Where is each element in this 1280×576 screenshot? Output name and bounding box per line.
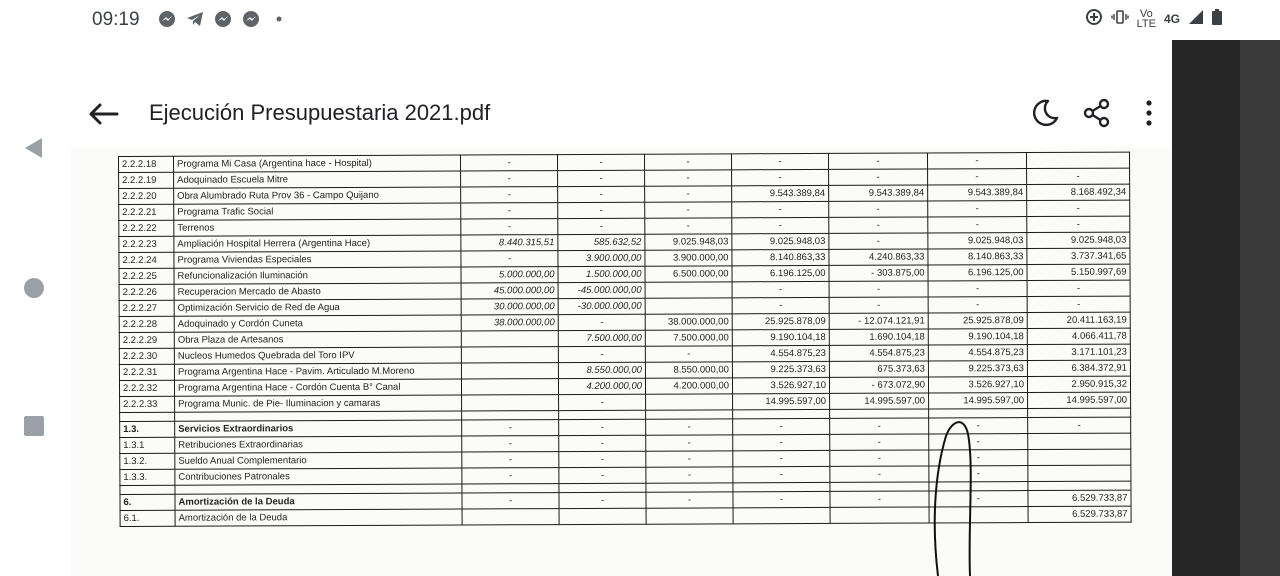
row-description: Adoquinado Escuela Mitre — [174, 171, 461, 188]
row-code: 2.2.2.33 — [120, 396, 175, 412]
messenger-icon — [214, 10, 232, 28]
system-navigation — [0, 40, 70, 576]
row-value-col-4: 3.526.927,10 — [732, 377, 829, 393]
row-value-col-7: 6.529.733,87 — [1028, 490, 1131, 506]
row-value-col-3: - — [646, 435, 733, 451]
row-value-col-2: - — [559, 451, 646, 467]
row-value-col-4: 6.196.125,00 — [732, 265, 829, 281]
row-description: Amortización de la Deuda — [175, 493, 462, 510]
row-value-col-5: 675.373,63 — [829, 361, 928, 377]
row-value-col-4: 9.190.104,18 — [732, 329, 829, 345]
row-value-col-7: - — [1027, 296, 1130, 312]
row-code: 6.1. — [120, 510, 175, 526]
row-value-col-2: - — [559, 492, 646, 508]
row-value-col-4: - — [732, 217, 829, 233]
row-value-col-6: 9.190.104,18 — [928, 329, 1027, 345]
row-value-col-3: 8.550.000,00 — [645, 362, 732, 378]
row-value-col-3 — [645, 298, 732, 314]
row-value-col-5: - — [829, 281, 928, 297]
row-value-col-4: - — [733, 450, 830, 466]
row-value-col-6: 25.925.878,09 — [928, 313, 1027, 329]
row-value-col-5: 14.995.597,00 — [830, 393, 929, 409]
row-value-col-4: 9.225.373,63 — [732, 361, 829, 377]
row-code: 2.2.2.32 — [119, 380, 174, 396]
row-value-col-7: - — [1028, 417, 1131, 433]
row-value-col-6: - — [929, 450, 1028, 466]
row-value-col-5: 1.690.104,18 — [829, 329, 928, 345]
row-value-col-7: 6.384.372,91 — [1027, 360, 1130, 376]
row-value-col-6: - — [928, 281, 1027, 297]
row-value-col-4: - — [732, 169, 829, 185]
row-value-col-5: - 303.875,00 — [829, 265, 928, 281]
row-code: 2.2.2.29 — [119, 332, 174, 348]
row-value-col-7: 5.150.997,69 — [1027, 264, 1130, 280]
row-description: Programa Argentina Hace - Cordón Cuenta B° Canal — [174, 379, 461, 396]
row-value-col-6: 14.995.597,00 — [929, 393, 1028, 409]
row-value-col-5: - — [829, 297, 928, 313]
row-value-col-5: - — [830, 450, 929, 466]
row-value-col-7: - — [1027, 216, 1130, 232]
row-value-col-3: 38.000.000,00 — [645, 314, 732, 330]
row-description: Retribuciones Extraordinarias — [175, 436, 462, 453]
row-code: 2.2.2.19 — [119, 172, 174, 188]
row-value-col-6: - — [929, 418, 1028, 434]
row-value-col-1: - — [461, 219, 558, 235]
spacer-cell — [120, 485, 175, 494]
row-value-col-5: - — [829, 201, 928, 217]
row-value-col-7: 9.025.948,03 — [1027, 232, 1130, 248]
row-code: 6. — [120, 494, 175, 510]
row-description: Recuperacion Mercado de Abasto — [174, 283, 461, 300]
row-value-col-6: 4.554.875,23 — [928, 345, 1027, 361]
row-code: 1.3.3. — [120, 469, 175, 485]
telegram-icon — [186, 10, 204, 28]
row-value-col-5: - — [829, 233, 928, 249]
row-value-col-4: - — [732, 201, 829, 217]
share-icon[interactable] — [1082, 98, 1112, 128]
row-value-col-7: - — [1027, 200, 1130, 216]
row-value-col-1 — [461, 363, 558, 379]
spacer-cell — [462, 411, 559, 420]
row-description: Programa Argentina Hace - Pavim. Articulado M.Moreno — [174, 363, 461, 380]
row-value-col-7 — [1026, 152, 1129, 168]
spacer-cell — [830, 482, 929, 491]
row-value-col-1: 30.000.000,00 — [461, 299, 558, 315]
row-value-col-2: - — [559, 419, 646, 435]
row-description: Obra Plaza de Artesanos — [174, 331, 461, 348]
row-value-col-4: 8.140.863,33 — [732, 249, 829, 265]
row-value-col-7: 6.529.733,87 — [1028, 506, 1131, 522]
row-value-col-5: - — [830, 466, 929, 482]
status-right — [1085, 8, 1222, 29]
row-value-col-2: 585.632,52 — [558, 234, 645, 250]
row-description: Programa Munic. de Pie- Iluminacion y camaras — [175, 395, 462, 412]
row-value-col-3 — [645, 282, 732, 298]
row-value-col-2: - — [558, 186, 645, 202]
row-value-col-1: - — [462, 436, 559, 452]
row-code: 2.2.2.22 — [119, 220, 174, 236]
row-description: Contribuciones Patronales — [175, 468, 462, 485]
spacer-cell — [120, 412, 175, 421]
row-value-col-1: - — [460, 155, 557, 171]
row-code: 2.2.2.21 — [119, 204, 174, 220]
row-value-col-1 — [461, 331, 558, 347]
row-value-col-1: - — [461, 187, 558, 203]
row-description: Refuncionalización Iluminación — [174, 267, 461, 284]
spacer-cell — [646, 483, 733, 492]
row-value-col-6: - — [929, 491, 1028, 507]
row-code: 2.2.2.31 — [119, 364, 174, 380]
row-code: 2.2.2.26 — [119, 284, 174, 300]
right-edge-panel — [1172, 40, 1280, 576]
row-value-col-7: - — [1027, 280, 1130, 296]
row-value-col-3: 6.500.000,00 — [645, 266, 732, 282]
row-description: Ampliación Hospital Herrera (Argentina Hace) — [174, 235, 461, 252]
row-value-col-3: - — [645, 346, 732, 362]
row-value-col-6: - — [928, 297, 1027, 313]
row-value-col-5: - — [829, 169, 928, 185]
row-value-col-7: 20.411.163,19 — [1027, 312, 1130, 328]
pdf-page[interactable] — [70, 148, 1172, 576]
status-time: 09:19 — [92, 9, 140, 30]
row-value-col-4: - — [733, 418, 830, 434]
row-value-col-4: - — [733, 491, 830, 507]
row-value-col-7: 2.950.915,32 — [1027, 376, 1130, 392]
vibrate-icon — [1111, 8, 1129, 29]
row-value-col-5: - — [828, 153, 927, 169]
row-value-col-1 — [462, 509, 559, 525]
row-value-col-6: 9.543.389,84 — [928, 185, 1027, 201]
row-value-col-1: - — [462, 493, 559, 509]
row-value-col-2: - — [557, 154, 644, 170]
row-value-col-6: 3.526.927,10 — [928, 377, 1027, 393]
row-value-col-1: - — [461, 171, 558, 187]
row-value-col-1: - — [461, 251, 558, 267]
row-description: Adoquinado y Cordón Cuneta — [174, 315, 461, 332]
toolbar-actions — [1030, 98, 1164, 128]
row-value-col-2: - — [558, 218, 645, 234]
row-value-col-3: - — [646, 492, 733, 508]
spacer-cell — [462, 484, 559, 493]
row-value-col-4: 9.025.948,03 — [732, 233, 829, 249]
row-value-col-6: 9.225.373,63 — [928, 361, 1027, 377]
row-value-col-2: 3.900.000,00 — [558, 250, 645, 266]
row-value-col-1 — [462, 395, 559, 411]
row-value-col-5: 9.543.389,84 — [829, 185, 928, 201]
row-value-col-3: - — [645, 218, 732, 234]
row-value-col-3 — [646, 394, 733, 410]
row-value-col-6: 9.025.948,03 — [928, 233, 1027, 249]
spacer-cell — [733, 482, 830, 491]
nav-back-triangle-icon[interactable] — [22, 136, 46, 160]
document-title: Ejecución Presupuestaria 2021.pdf — [149, 100, 491, 125]
row-value-col-2: - — [559, 394, 646, 410]
row-value-col-1: 38.000.000,00 — [461, 315, 558, 331]
row-value-col-5: - 673.072,90 — [829, 377, 928, 393]
row-value-col-3: - — [645, 202, 732, 218]
row-value-col-1: 5.000.000,00 — [461, 267, 558, 283]
row-code: 2.2.2.30 — [119, 348, 174, 364]
arrow-left-icon[interactable] — [86, 100, 120, 128]
row-value-col-4: - — [731, 153, 828, 169]
row-code: 2.2.2.23 — [119, 236, 174, 252]
row-value-col-5: 4.240.863,33 — [829, 249, 928, 265]
row-code: 2.2.2.24 — [119, 252, 174, 268]
row-value-col-5: - — [830, 434, 929, 450]
row-value-col-6: 8.140.863,33 — [928, 249, 1027, 265]
row-value-col-1: - — [462, 452, 559, 468]
row-value-col-2: - — [559, 467, 646, 483]
row-value-col-4: 4.554.875,23 — [732, 345, 829, 361]
row-value-col-1 — [461, 347, 558, 363]
more-notifications-dot-icon — [270, 10, 288, 28]
row-value-col-2: - — [558, 346, 645, 362]
row-code: 2.2.2.18 — [119, 156, 174, 172]
spacer-cell — [1028, 408, 1131, 417]
row-value-col-2: 8.550.000,00 — [558, 362, 645, 378]
row-value-col-4: - — [732, 281, 829, 297]
row-value-col-1: - — [461, 203, 558, 219]
data-saver-icon — [1085, 8, 1103, 29]
row-value-col-3: - — [646, 467, 733, 483]
row-value-col-6: - — [928, 169, 1027, 185]
row-value-col-7 — [1028, 449, 1131, 465]
row-value-col-4: - — [732, 297, 829, 313]
row-value-col-5: - — [829, 217, 928, 233]
row-description: Sueldo Anual Complementario — [175, 452, 462, 469]
row-value-col-4 — [733, 507, 830, 523]
row-value-col-5: - — [830, 418, 929, 434]
row-value-col-4: - — [733, 466, 830, 482]
row-value-col-5: - — [830, 491, 929, 507]
row-value-col-6: - — [928, 217, 1027, 233]
signal-icon — [1188, 9, 1204, 28]
status-bar — [0, 0, 1280, 40]
row-value-col-7 — [1028, 433, 1131, 449]
nav-recents-square-icon[interactable] — [22, 414, 46, 438]
row-description: Programa Viviendas Especiales — [174, 251, 461, 268]
row-value-col-7: 3.737.341,65 — [1027, 248, 1130, 264]
row-value-col-2 — [559, 508, 646, 524]
row-code: 2.2.2.27 — [119, 300, 174, 316]
row-value-col-2: 4.200.000,00 — [558, 378, 645, 394]
row-value-col-2: - — [558, 202, 645, 218]
row-value-col-5 — [830, 507, 929, 523]
row-value-col-2: 7.500.000,00 — [558, 330, 645, 346]
handwritten-pen-mark — [924, 416, 984, 576]
spacer-cell — [559, 410, 646, 419]
row-description: Nucleos Humedos Quebrada del Toro IPV — [174, 347, 461, 364]
row-value-col-3: - — [646, 419, 733, 435]
row-value-col-2: - — [559, 435, 646, 451]
messenger-icon — [158, 10, 176, 28]
row-value-col-6: - — [928, 201, 1027, 217]
row-value-col-3: - — [645, 170, 732, 186]
row-value-col-5: - 12.074.121,91 — [829, 313, 928, 329]
row-description: Terrenos — [174, 219, 461, 236]
row-value-col-1 — [461, 379, 558, 395]
row-value-col-6: 6.196.125,00 — [928, 265, 1027, 281]
row-value-col-3: 7.500.000,00 — [645, 330, 732, 346]
row-description: Servicios Extraordinarios — [175, 420, 462, 437]
row-description: Amortización de la Deuda — [175, 509, 462, 526]
row-value-col-7 — [1028, 465, 1131, 481]
more-vert-icon[interactable] — [1134, 98, 1164, 128]
row-value-col-3: 3.900.000,00 — [645, 250, 732, 266]
row-description: Optimización Servicio de Red de Agua — [174, 299, 461, 316]
pdf-toolbar — [70, 88, 1172, 140]
row-value-col-1: - — [462, 468, 559, 484]
row-code: 1.3. — [120, 421, 175, 437]
row-code: 2.2.2.20 — [119, 188, 174, 204]
row-value-col-7: 4.066.411,78 — [1027, 328, 1130, 344]
notification-icons — [158, 10, 288, 28]
row-value-col-6: - — [927, 153, 1026, 169]
spacer-cell — [559, 483, 646, 492]
row-value-col-7: 14.995.597,00 — [1028, 392, 1131, 408]
row-description: Programa Mi Casa (Argentina hace - Hospital) — [174, 155, 461, 172]
row-code: 1.3.2. — [120, 453, 175, 469]
row-value-col-3: 4.200.000,00 — [645, 378, 732, 394]
right-edge-panel-inner — [1240, 40, 1280, 576]
network-top-label: Vo — [1139, 7, 1153, 20]
spacer-cell — [830, 409, 929, 418]
row-value-col-2: - — [558, 314, 645, 330]
battery-icon — [1212, 9, 1222, 28]
row-value-col-3: 9.025.948,03 — [645, 234, 732, 250]
row-value-col-5: 4.554.875,23 — [829, 345, 928, 361]
row-value-col-3 — [646, 508, 733, 524]
row-value-col-3: - — [646, 451, 733, 467]
row-value-col-4: - — [733, 434, 830, 450]
moon-icon[interactable] — [1030, 98, 1060, 128]
row-value-col-2: -45.000.000,00 — [558, 282, 645, 298]
row-description: Programa Trafic Social — [174, 203, 461, 220]
network-type — [1137, 9, 1156, 29]
nav-home-circle-icon[interactable] — [22, 276, 46, 300]
row-code: 1.3.1 — [120, 437, 175, 453]
spacer-cell — [646, 410, 733, 419]
spacer-cell — [1028, 481, 1131, 490]
row-value-col-1: - — [462, 420, 559, 436]
network-bottom-label: LTE — [1136, 17, 1156, 30]
row-value-col-4: 9.543.389,84 — [732, 185, 829, 201]
row-value-col-7: 8.168.492,34 — [1027, 184, 1130, 200]
messenger-icon — [242, 10, 260, 28]
row-value-col-4: 14.995.597,00 — [733, 393, 830, 409]
signal-label: 4G — [1163, 11, 1180, 26]
spacer-cell — [733, 409, 830, 418]
row-value-col-2: - — [558, 170, 645, 186]
row-code: 2.2.2.28 — [119, 316, 174, 332]
row-value-col-2: -30.000.000,00 — [558, 298, 645, 314]
row-value-col-4: 25.925.878,09 — [732, 313, 829, 329]
row-value-col-3: - — [645, 186, 732, 202]
row-description: Obra Alumbrado Ruta Prov 36 - Campo Quijano — [174, 187, 461, 204]
row-value-col-7: - — [1027, 168, 1130, 184]
row-code: 2.2.2.25 — [119, 268, 174, 284]
row-value-col-2: 1.500.000,00 — [558, 266, 645, 282]
row-value-col-7: 3.171.101,23 — [1027, 344, 1130, 360]
row-value-col-1: 45.000.000,00 — [461, 283, 558, 299]
row-value-col-1: 8.440.315,51 — [461, 235, 558, 251]
row-value-col-3: - — [644, 154, 731, 170]
row-value-col-6: - — [929, 466, 1028, 482]
row-value-col-6: - — [929, 434, 1028, 450]
